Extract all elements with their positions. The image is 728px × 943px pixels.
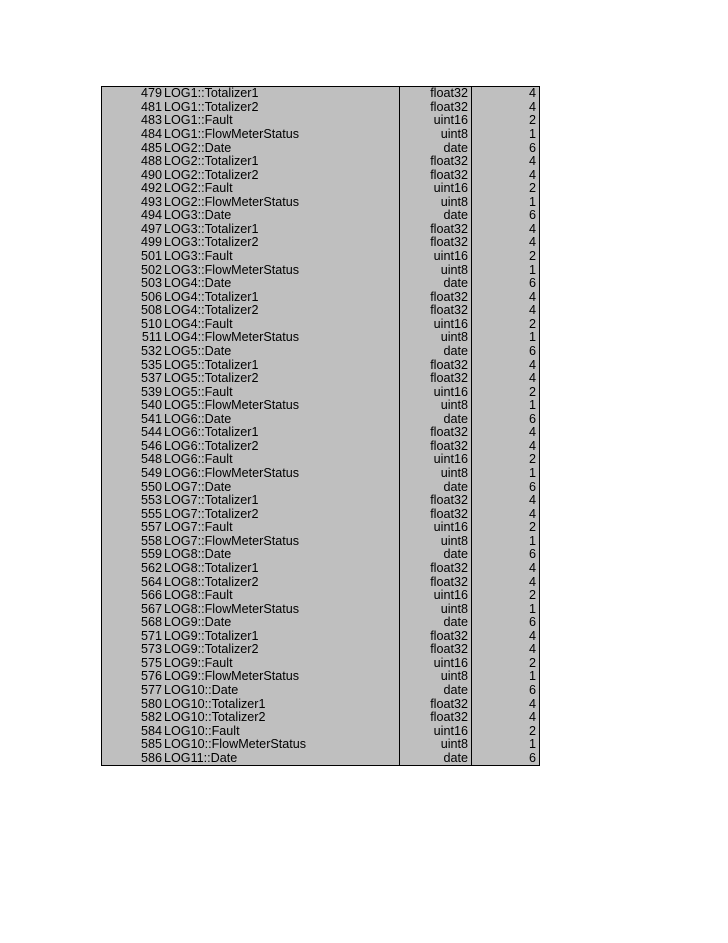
- register-name-cell: LOG2::Date: [163, 141, 400, 155]
- byte-size-cell: 2: [472, 657, 540, 671]
- register-address-cell: 506: [102, 290, 164, 304]
- table-row: [102, 277, 540, 291]
- data-type-cell: float32: [400, 304, 472, 318]
- data-type-cell: float32: [400, 630, 472, 644]
- register-name-cell: LOG1::FlowMeterStatus: [163, 128, 400, 142]
- register-name-cell: LOG3::FlowMeterStatus: [163, 263, 400, 277]
- register-name-cell: LOG3::Totalizer1: [163, 223, 400, 237]
- byte-size-cell: 1: [472, 331, 540, 345]
- register-name-cell: LOG9::Date: [163, 616, 400, 630]
- data-type-cell: float32: [400, 87, 472, 101]
- register-address-cell: 567: [102, 602, 164, 616]
- table-row: [102, 345, 540, 359]
- byte-size-cell: 1: [472, 263, 540, 277]
- register-address-cell: 584: [102, 724, 164, 738]
- byte-size-cell: 2: [472, 589, 540, 603]
- table-row: [102, 318, 540, 332]
- byte-size-cell: 2: [472, 521, 540, 535]
- register-address-cell: 535: [102, 358, 164, 372]
- register-name-cell: LOG5::Date: [163, 345, 400, 359]
- data-type-cell: date: [400, 277, 472, 291]
- register-address-cell: 481: [102, 101, 164, 115]
- register-name-cell: LOG10::FlowMeterStatus: [163, 738, 400, 752]
- table-row: [102, 209, 540, 223]
- data-type-cell: uint16: [400, 453, 472, 467]
- data-type-cell: date: [400, 684, 472, 698]
- byte-size-cell: 2: [472, 385, 540, 399]
- byte-size-cell: 2: [472, 453, 540, 467]
- table-row: [102, 426, 540, 440]
- register-address-cell: 490: [102, 168, 164, 182]
- table-row: [102, 168, 540, 182]
- data-type-cell: date: [400, 345, 472, 359]
- byte-size-cell: 4: [472, 304, 540, 318]
- data-type-cell: uint8: [400, 196, 472, 210]
- table-row: [102, 263, 540, 277]
- byte-size-cell: 6: [472, 480, 540, 494]
- table-row: [102, 250, 540, 264]
- register-name-cell: LOG10::Totalizer2: [163, 711, 400, 725]
- register-address-cell: 493: [102, 196, 164, 210]
- register-address-cell: 568: [102, 616, 164, 630]
- register-name-cell: LOG2::Fault: [163, 182, 400, 196]
- byte-size-cell: 4: [472, 575, 540, 589]
- table-row: [102, 453, 540, 467]
- register-address-cell: 488: [102, 155, 164, 169]
- byte-size-cell: 6: [472, 345, 540, 359]
- byte-size-cell: 4: [472, 440, 540, 454]
- table-row: [102, 155, 540, 169]
- byte-size-cell: 4: [472, 372, 540, 386]
- data-type-cell: date: [400, 480, 472, 494]
- register-name-cell: LOG7::Totalizer2: [163, 507, 400, 521]
- register-name-cell: LOG7::Totalizer1: [163, 494, 400, 508]
- table-row: [102, 304, 540, 318]
- data-type-cell: uint16: [400, 724, 472, 738]
- register-address-cell: 558: [102, 535, 164, 549]
- table-row: [102, 724, 540, 738]
- table-row: [102, 535, 540, 549]
- register-address-cell: 555: [102, 507, 164, 521]
- table-row: [102, 413, 540, 427]
- register-name-cell: LOG8::Date: [163, 548, 400, 562]
- table-row: [102, 236, 540, 250]
- register-address-cell: 541: [102, 413, 164, 427]
- register-address-cell: 571: [102, 630, 164, 644]
- table-row: [102, 141, 540, 155]
- byte-size-cell: 4: [472, 358, 540, 372]
- register-name-cell: LOG9::Totalizer2: [163, 643, 400, 657]
- data-type-cell: date: [400, 141, 472, 155]
- byte-size-cell: 6: [472, 616, 540, 630]
- register-name-cell: LOG1::Totalizer1: [163, 87, 400, 101]
- byte-size-cell: 6: [472, 277, 540, 291]
- data-type-cell: uint8: [400, 399, 472, 413]
- register-address-cell: 510: [102, 318, 164, 332]
- register-address-cell: 546: [102, 440, 164, 454]
- register-name-cell: LOG6::FlowMeterStatus: [163, 467, 400, 481]
- byte-size-cell: 4: [472, 494, 540, 508]
- byte-size-cell: 1: [472, 602, 540, 616]
- byte-size-cell: 2: [472, 114, 540, 128]
- register-address-cell: 548: [102, 453, 164, 467]
- register-name-cell: LOG11::Date: [163, 752, 400, 766]
- data-type-cell: float32: [400, 697, 472, 711]
- data-type-cell: float32: [400, 236, 472, 250]
- table-row: [102, 697, 540, 711]
- table-row: [102, 399, 540, 413]
- register-name-cell: LOG2::Totalizer1: [163, 155, 400, 169]
- register-name-cell: LOG6::Totalizer1: [163, 426, 400, 440]
- register-name-cell: LOG10::Totalizer1: [163, 697, 400, 711]
- data-type-cell: float32: [400, 643, 472, 657]
- data-type-cell: uint16: [400, 250, 472, 264]
- data-type-cell: float32: [400, 168, 472, 182]
- table-row: [102, 87, 540, 101]
- data-type-cell: float32: [400, 358, 472, 372]
- register-name-cell: LOG8::Totalizer1: [163, 562, 400, 576]
- byte-size-cell: 4: [472, 87, 540, 101]
- register-address-cell: 550: [102, 480, 164, 494]
- byte-size-cell: 6: [472, 684, 540, 698]
- data-type-cell: uint16: [400, 114, 472, 128]
- data-type-cell: uint16: [400, 589, 472, 603]
- table-row: [102, 182, 540, 196]
- data-type-cell: uint8: [400, 535, 472, 549]
- register-name-cell: LOG9::Totalizer1: [163, 630, 400, 644]
- data-type-cell: date: [400, 752, 472, 766]
- table-row: [102, 630, 540, 644]
- register-name-cell: LOG6::Fault: [163, 453, 400, 467]
- data-type-cell: float32: [400, 426, 472, 440]
- register-address-cell: 557: [102, 521, 164, 535]
- register-name-cell: LOG4::Date: [163, 277, 400, 291]
- register-name-cell: LOG5::Totalizer1: [163, 358, 400, 372]
- register-address-cell: 539: [102, 385, 164, 399]
- table-row: [102, 385, 540, 399]
- byte-size-cell: 1: [472, 467, 540, 481]
- table-row: [102, 494, 540, 508]
- data-type-cell: float32: [400, 440, 472, 454]
- register-table-body: [102, 87, 540, 766]
- register-name-cell: LOG5::FlowMeterStatus: [163, 399, 400, 413]
- register-address-cell: 532: [102, 345, 164, 359]
- table-row: [102, 684, 540, 698]
- byte-size-cell: 1: [472, 399, 540, 413]
- data-type-cell: uint8: [400, 331, 472, 345]
- register-name-cell: LOG2::Totalizer2: [163, 168, 400, 182]
- byte-size-cell: 4: [472, 236, 540, 250]
- register-address-cell: 544: [102, 426, 164, 440]
- data-type-cell: uint8: [400, 263, 472, 277]
- register-name-cell: LOG7::FlowMeterStatus: [163, 535, 400, 549]
- byte-size-cell: 4: [472, 223, 540, 237]
- register-name-cell: LOG3::Totalizer2: [163, 236, 400, 250]
- byte-size-cell: 4: [472, 101, 540, 115]
- data-type-cell: float32: [400, 155, 472, 169]
- byte-size-cell: 1: [472, 128, 540, 142]
- data-type-cell: uint16: [400, 385, 472, 399]
- byte-size-cell: 4: [472, 507, 540, 521]
- register-name-cell: LOG3::Fault: [163, 250, 400, 264]
- byte-size-cell: 4: [472, 168, 540, 182]
- register-address-cell: 537: [102, 372, 164, 386]
- data-type-cell: uint8: [400, 670, 472, 684]
- byte-size-cell: 2: [472, 250, 540, 264]
- data-type-cell: uint16: [400, 657, 472, 671]
- register-address-cell: 502: [102, 263, 164, 277]
- register-table-container: [101, 86, 539, 766]
- byte-size-cell: 6: [472, 548, 540, 562]
- register-table: [101, 86, 540, 766]
- table-row: [102, 589, 540, 603]
- byte-size-cell: 6: [472, 413, 540, 427]
- table-row: [102, 358, 540, 372]
- byte-size-cell: 4: [472, 643, 540, 657]
- data-type-cell: uint16: [400, 182, 472, 196]
- data-type-cell: float32: [400, 562, 472, 576]
- table-row: [102, 602, 540, 616]
- table-row: [102, 467, 540, 481]
- byte-size-cell: 6: [472, 752, 540, 766]
- byte-size-cell: 4: [472, 697, 540, 711]
- table-row: [102, 548, 540, 562]
- byte-size-cell: 4: [472, 562, 540, 576]
- table-row: [102, 331, 540, 345]
- byte-size-cell: 6: [472, 141, 540, 155]
- table-row: [102, 101, 540, 115]
- data-type-cell: float32: [400, 372, 472, 386]
- table-row: [102, 290, 540, 304]
- register-name-cell: LOG9::Fault: [163, 657, 400, 671]
- data-type-cell: date: [400, 413, 472, 427]
- register-address-cell: 503: [102, 277, 164, 291]
- register-name-cell: LOG1::Totalizer2: [163, 101, 400, 115]
- data-type-cell: uint8: [400, 128, 472, 142]
- register-name-cell: LOG1::Fault: [163, 114, 400, 128]
- register-address-cell: 575: [102, 657, 164, 671]
- table-row: [102, 196, 540, 210]
- table-row: [102, 670, 540, 684]
- data-type-cell: uint8: [400, 602, 472, 616]
- register-address-cell: 511: [102, 331, 164, 345]
- register-address-cell: 494: [102, 209, 164, 223]
- data-type-cell: uint8: [400, 467, 472, 481]
- data-type-cell: float32: [400, 223, 472, 237]
- register-name-cell: LOG3::Date: [163, 209, 400, 223]
- register-name-cell: LOG10::Fault: [163, 724, 400, 738]
- data-type-cell: date: [400, 616, 472, 630]
- byte-size-cell: 4: [472, 426, 540, 440]
- register-address-cell: 492: [102, 182, 164, 196]
- register-address-cell: 566: [102, 589, 164, 603]
- register-name-cell: LOG6::Totalizer2: [163, 440, 400, 454]
- byte-size-cell: 4: [472, 155, 540, 169]
- data-type-cell: uint8: [400, 738, 472, 752]
- data-type-cell: float32: [400, 575, 472, 589]
- register-address-cell: 586: [102, 752, 164, 766]
- register-address-cell: 577: [102, 684, 164, 698]
- table-row: [102, 575, 540, 589]
- table-row: [102, 657, 540, 671]
- register-name-cell: LOG6::Date: [163, 413, 400, 427]
- table-row: [102, 711, 540, 725]
- byte-size-cell: 4: [472, 711, 540, 725]
- data-type-cell: uint16: [400, 521, 472, 535]
- register-name-cell: LOG4::Totalizer1: [163, 290, 400, 304]
- data-type-cell: float32: [400, 494, 472, 508]
- register-address-cell: 573: [102, 643, 164, 657]
- table-row: [102, 128, 540, 142]
- register-name-cell: LOG5::Fault: [163, 385, 400, 399]
- table-row: [102, 507, 540, 521]
- byte-size-cell: 4: [472, 630, 540, 644]
- register-name-cell: LOG2::FlowMeterStatus: [163, 196, 400, 210]
- data-type-cell: float32: [400, 711, 472, 725]
- byte-size-cell: 1: [472, 670, 540, 684]
- byte-size-cell: 2: [472, 318, 540, 332]
- byte-size-cell: 2: [472, 182, 540, 196]
- register-name-cell: LOG8::Totalizer2: [163, 575, 400, 589]
- register-name-cell: LOG10::Date: [163, 684, 400, 698]
- table-row: [102, 440, 540, 454]
- register-address-cell: 559: [102, 548, 164, 562]
- register-name-cell: LOG7::Fault: [163, 521, 400, 535]
- table-row: [102, 562, 540, 576]
- register-address-cell: 485: [102, 141, 164, 155]
- register-name-cell: LOG8::Fault: [163, 589, 400, 603]
- data-type-cell: uint16: [400, 318, 472, 332]
- register-address-cell: 497: [102, 223, 164, 237]
- register-name-cell: LOG8::FlowMeterStatus: [163, 602, 400, 616]
- register-name-cell: LOG5::Totalizer2: [163, 372, 400, 386]
- table-row: [102, 752, 540, 766]
- register-address-cell: 580: [102, 697, 164, 711]
- byte-size-cell: 4: [472, 290, 540, 304]
- table-row: [102, 480, 540, 494]
- register-address-cell: 576: [102, 670, 164, 684]
- register-address-cell: 585: [102, 738, 164, 752]
- register-address-cell: 501: [102, 250, 164, 264]
- byte-size-cell: 6: [472, 209, 540, 223]
- table-row: [102, 738, 540, 752]
- register-name-cell: LOG7::Date: [163, 480, 400, 494]
- register-address-cell: 540: [102, 399, 164, 413]
- register-address-cell: 553: [102, 494, 164, 508]
- data-type-cell: float32: [400, 507, 472, 521]
- data-type-cell: float32: [400, 290, 472, 304]
- table-row: [102, 372, 540, 386]
- data-type-cell: float32: [400, 101, 472, 115]
- register-address-cell: 484: [102, 128, 164, 142]
- register-name-cell: LOG4::Totalizer2: [163, 304, 400, 318]
- table-row: [102, 616, 540, 630]
- register-address-cell: 483: [102, 114, 164, 128]
- register-address-cell: 582: [102, 711, 164, 725]
- table-row: [102, 521, 540, 535]
- register-address-cell: 562: [102, 562, 164, 576]
- register-name-cell: LOG9::FlowMeterStatus: [163, 670, 400, 684]
- register-address-cell: 499: [102, 236, 164, 250]
- register-address-cell: 508: [102, 304, 164, 318]
- register-address-cell: 479: [102, 87, 164, 101]
- register-address-cell: 564: [102, 575, 164, 589]
- data-type-cell: date: [400, 209, 472, 223]
- byte-size-cell: 1: [472, 196, 540, 210]
- register-name-cell: LOG4::FlowMeterStatus: [163, 331, 400, 345]
- data-type-cell: date: [400, 548, 472, 562]
- table-row: [102, 223, 540, 237]
- byte-size-cell: 2: [472, 724, 540, 738]
- byte-size-cell: 1: [472, 535, 540, 549]
- table-row: [102, 643, 540, 657]
- register-name-cell: LOG4::Fault: [163, 318, 400, 332]
- byte-size-cell: 1: [472, 738, 540, 752]
- register-address-cell: 549: [102, 467, 164, 481]
- table-row: [102, 114, 540, 128]
